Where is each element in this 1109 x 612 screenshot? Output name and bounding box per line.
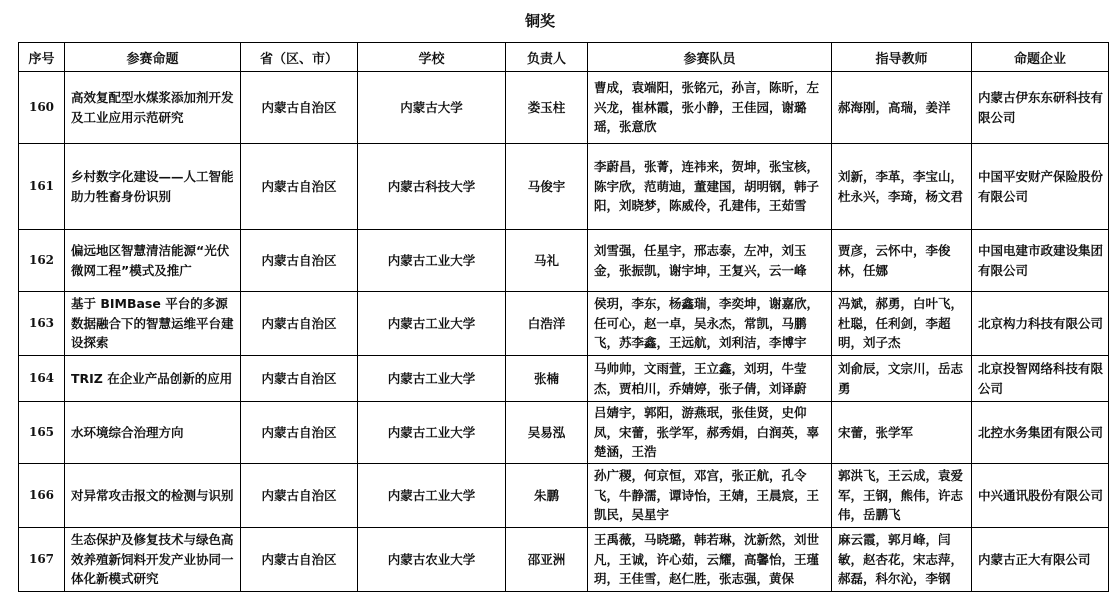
- row-school: 内蒙古工业大学: [358, 402, 506, 464]
- row-members: 曹成，袁端阳，张铭元，孙言，陈昕，左兴龙，崔林霞，张小静，王佳园，谢璐瑶，张意欣: [594, 80, 820, 135]
- row-topic: 生态保护及修复技术与绿色高效养殖新饲料开发产业协同一体化新模式研究: [71, 532, 234, 587]
- row-leader: 朱鹏: [506, 464, 588, 528]
- row-province: 内蒙古自治区: [241, 144, 358, 230]
- row-topic: 水环境综合治理方向: [71, 424, 184, 440]
- row-school: 内蒙古科技大学: [358, 144, 506, 230]
- row-topic: 高效复配型水煤浆添加剂开发及工业应用示范研究: [71, 90, 234, 125]
- table-row: [19, 292, 1109, 356]
- page-title: 铜奖: [524, 12, 555, 30]
- row-province: 内蒙古自治区: [241, 230, 358, 292]
- header-row: [19, 43, 1109, 72]
- header-no: 序号: [19, 43, 65, 72]
- row-advisors: 麻云霞，郭月峰，闫敏，赵杏花，宋志萍，郝磊，科尔沁，李钢: [838, 532, 964, 587]
- row-company: 北控水务集团有限公司: [978, 424, 1104, 440]
- row-school: 内蒙古大学: [358, 72, 506, 144]
- row-leader: 邵亚洲: [506, 528, 588, 592]
- row-school: 内蒙古工业大学: [358, 230, 506, 292]
- row-members: 李蔚昌，张菁，连祎来，贺坤，张宝核，陈宇欣，范萌迪，董建国，胡明钢，韩子阳，刘晓梦，陈威伶，孔建伟，王茹雪: [594, 159, 820, 214]
- row-company: 北京构力科技有限公司: [978, 315, 1104, 331]
- row-advisors: 冯斌，郝勇，白叶飞，杜聪，任利剑，李超明，刘子杰: [838, 296, 964, 351]
- row-province: 内蒙古自治区: [241, 292, 358, 356]
- header-topic: 参赛命题: [65, 43, 241, 72]
- row-company: 内蒙古正大有限公司: [978, 551, 1091, 567]
- row-leader: 娄玉柱: [506, 72, 588, 144]
- row-company: 内蒙古伊东东研科技有限公司: [978, 90, 1104, 125]
- row-members: 马帅帅，文雨萱，王立鑫，刘玥，牛莹杰，贾柏川，乔婧婷，张子倩，刘译蔚: [594, 361, 807, 396]
- row-leader: 马俊宇: [506, 144, 588, 230]
- table-row: [19, 528, 1109, 592]
- row-company: 中国平安财产保险股份有限公司: [978, 169, 1104, 204]
- row-province: 内蒙古自治区: [241, 356, 358, 402]
- row-topic: 乡村数字化建设——人工智能助力牲畜身份识别: [71, 169, 234, 204]
- row-no: 162: [19, 230, 65, 292]
- row-no: 163: [19, 292, 65, 356]
- table-row: [19, 464, 1109, 528]
- header-province: 省（区、市）: [241, 43, 358, 72]
- row-topic: 对异常攻击报文的检测与识别: [71, 487, 234, 503]
- awards-table: [18, 42, 1109, 592]
- row-no: 166: [19, 464, 65, 528]
- row-leader: 张楠: [506, 356, 588, 402]
- row-advisors: 贾彦，云怀中，李俊林，任娜: [838, 243, 951, 278]
- row-no: 167: [19, 528, 65, 592]
- table-row: [19, 144, 1109, 230]
- row-members: 孙广稷，何京恒，邓宫，张正航，孔令飞，牛静濡，谭诗怡，王婧，王晨宸，王凯民，吴星宇: [594, 468, 820, 523]
- row-advisors: 宋蕾，张学军: [838, 424, 914, 440]
- header-school: 学校: [358, 43, 506, 72]
- row-advisors: 郝海刚，高瑞，姜洋: [838, 99, 951, 115]
- row-advisors: 刘俞辰，文宗川，岳志勇: [838, 361, 964, 396]
- header-members: 参赛队员: [588, 43, 832, 72]
- header-leader: 负责人: [506, 43, 588, 72]
- header-advisors: 指导教师: [832, 43, 972, 72]
- row-topic: 基于 BIMBase 平台的多源数据融合下的智慧运维平台建设探索: [71, 296, 234, 351]
- row-topic: 偏远地区智慧清洁能源“光伏微网工程”模式及推广: [71, 243, 230, 278]
- table-row: [19, 72, 1109, 144]
- row-no: 161: [19, 144, 65, 230]
- row-province: 内蒙古自治区: [241, 464, 358, 528]
- header-company: 命题企业: [972, 43, 1109, 72]
- row-province: 内蒙古自治区: [241, 72, 358, 144]
- row-members: 刘雪强，任星宇，邢志泰，左冲，刘玉金，张振凯，谢宇坤，王复兴，云一峰: [594, 243, 807, 278]
- row-members: 侯玥，李东，杨鑫瑞，李奕坤，谢嘉欣，任可心，赵一卓，吴永杰，常凯，马鹏飞，苏李鑫，王远航，刘利洁，李博宇: [594, 296, 820, 351]
- row-province: 内蒙古自治区: [241, 528, 358, 592]
- row-leader: 白浩洋: [506, 292, 588, 356]
- row-company: 北京投智网络科技有限公司: [978, 361, 1104, 396]
- table-row: [19, 356, 1109, 402]
- row-school: 内蒙古工业大学: [358, 356, 506, 402]
- row-advisors: 郭洪飞，王云成，袁爱军，王钢，熊伟，许志伟，岳鹏飞: [838, 468, 964, 523]
- row-province: 内蒙古自治区: [241, 402, 358, 464]
- row-school: 内蒙古工业大学: [358, 292, 506, 356]
- row-leader: 马礼: [506, 230, 588, 292]
- row-company: 中国电建市政建设集团有限公司: [978, 243, 1104, 278]
- row-topic: TRIZ 在企业产品创新的应用: [71, 370, 233, 386]
- row-school: 内蒙古农业大学: [358, 528, 506, 592]
- row-leader: 吴易泓: [506, 402, 588, 464]
- row-company: 中兴通讯股份有限公司: [978, 487, 1104, 503]
- table-row: [19, 402, 1109, 464]
- row-no: 164: [19, 356, 65, 402]
- row-advisors: 刘新，李革，李宝山，杜永兴，李琦，杨文君: [838, 169, 964, 204]
- row-no: 160: [19, 72, 65, 144]
- row-school: 内蒙古工业大学: [358, 464, 506, 528]
- row-members: 吕婧宇，郭阳，游燕珉，张佳贤，史仰凤，宋蕾，张学军，郝秀娟，白润英，辜楚涵，王浩: [594, 405, 820, 460]
- row-no: 165: [19, 402, 65, 464]
- row-members: 王禹薇，马晓璐，韩若琳，沈新然，刘世凡，王诚，许心茹，云耀，高馨怡，王瑾玥，王佳雪，赵仁胜，张志强，黄保: [594, 532, 820, 587]
- table-row: [19, 230, 1109, 292]
